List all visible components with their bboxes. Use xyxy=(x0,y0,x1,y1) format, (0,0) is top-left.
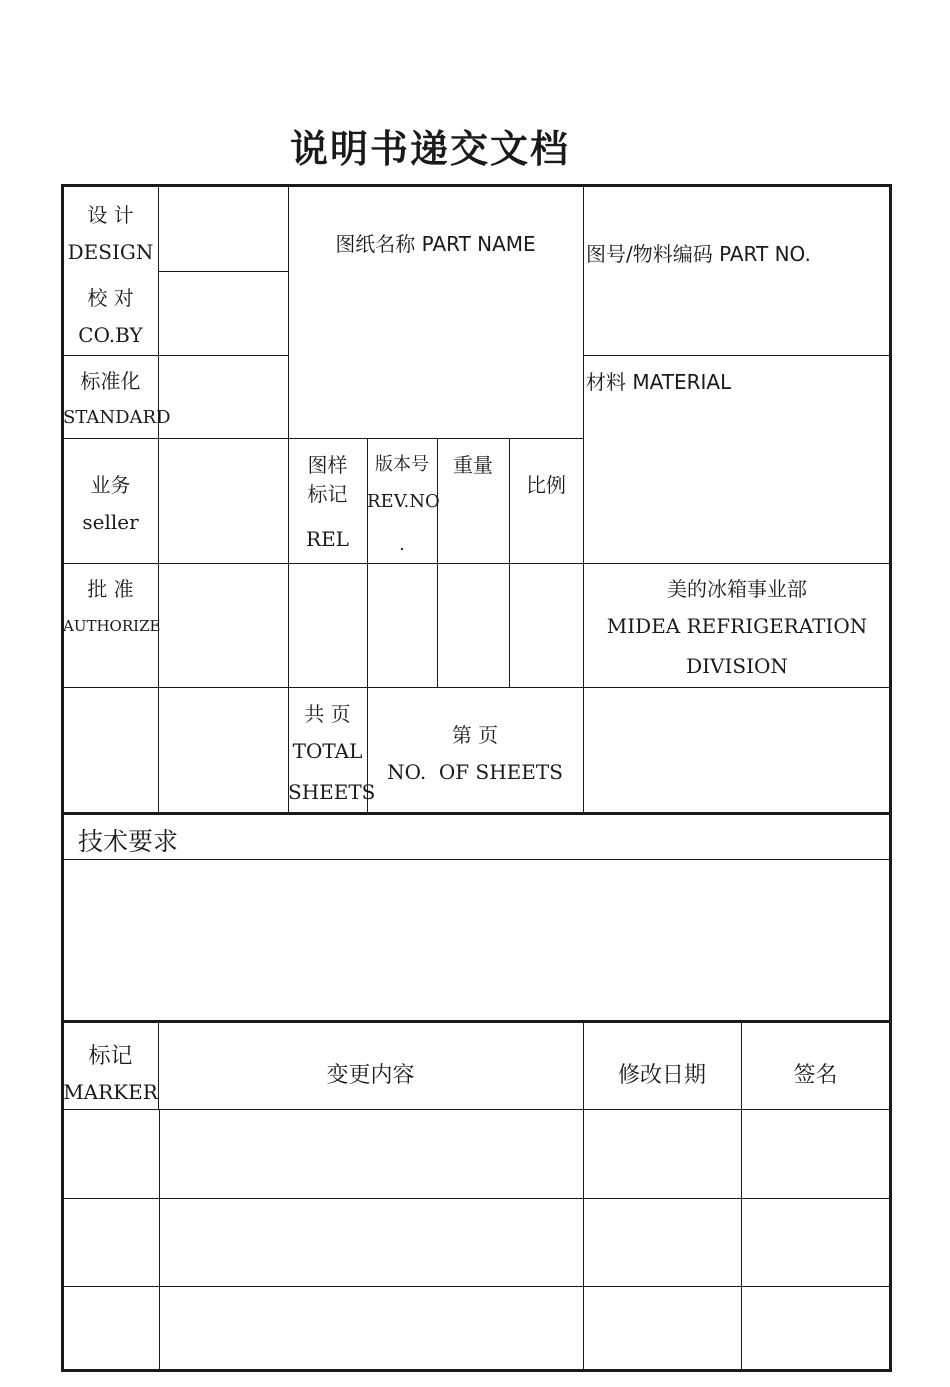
change-content-header: 变更内容 xyxy=(326,1063,415,1088)
marker-header-en: MARKER xyxy=(63,1080,158,1104)
rel-label-cn1: 图样 xyxy=(307,453,348,477)
scale-label: 比例 xyxy=(526,473,566,497)
rev-label-en1: REV.NO xyxy=(367,491,440,512)
divider xyxy=(158,186,159,812)
weight-label: 重量 xyxy=(453,453,493,477)
company-name-cn: 美的冰箱事业部 xyxy=(667,577,807,601)
part-name-label: 图纸名称 PART NAME xyxy=(335,232,536,256)
company-name-en1: MIDEA REFRIGERATION xyxy=(606,614,868,638)
signature-header: 签名 xyxy=(793,1063,838,1088)
total-sheets-en2: SHEETS xyxy=(288,780,376,804)
change-date-header: 修改日期 xyxy=(617,1063,706,1088)
seller-label-en: seller xyxy=(82,510,139,534)
checked-label-cn: 校 对 xyxy=(87,286,134,310)
section-divider xyxy=(63,812,890,815)
divider xyxy=(63,859,890,860)
divider xyxy=(63,563,890,564)
divider xyxy=(583,186,584,812)
section-divider xyxy=(63,1020,890,1023)
divider xyxy=(63,438,583,439)
divider xyxy=(63,1109,890,1110)
design-label-en: DESIGN xyxy=(67,240,154,264)
document-title: 说明书递交文档 xyxy=(289,127,570,171)
divider xyxy=(584,355,890,356)
divider xyxy=(63,1198,890,1199)
authorize-label-en: AUTHORIZE xyxy=(63,617,161,635)
rel-label-en: REL xyxy=(306,527,349,551)
design-label-cn: 设 计 xyxy=(87,203,134,227)
rev-label-cn: 版本号 xyxy=(375,454,429,475)
divider xyxy=(63,355,288,356)
authorize-label-cn: 批 准 xyxy=(87,577,134,601)
divider xyxy=(158,271,288,272)
sheet-no-cn: 第 页 xyxy=(451,723,499,747)
seller-label-cn: 业务 xyxy=(90,473,131,497)
rel-label-cn2: 标记 xyxy=(307,482,348,506)
standard-label-cn: 标准化 xyxy=(80,369,141,393)
checked-label-en: CO.BY xyxy=(78,323,143,347)
divider xyxy=(159,1109,160,1372)
material-label: 材料 MATERIAL xyxy=(586,370,732,394)
standard-label-en: STANDARD xyxy=(63,407,171,428)
company-name-en2: DIVISION xyxy=(686,654,788,678)
total-sheets-en1: TOTAL xyxy=(292,739,363,763)
rev-label-en2: . xyxy=(399,534,405,555)
part-no-label: 图号/物料编码 PART NO. xyxy=(586,242,811,266)
sheet-no-en: NO. OF SHEETS xyxy=(387,760,563,784)
divider xyxy=(63,687,890,688)
divider xyxy=(63,1286,890,1287)
marker-header-cn: 标记 xyxy=(88,1044,133,1069)
tech-requirements-label: 技术要求 xyxy=(78,827,179,856)
total-sheets-cn: 共 页 xyxy=(304,702,351,726)
